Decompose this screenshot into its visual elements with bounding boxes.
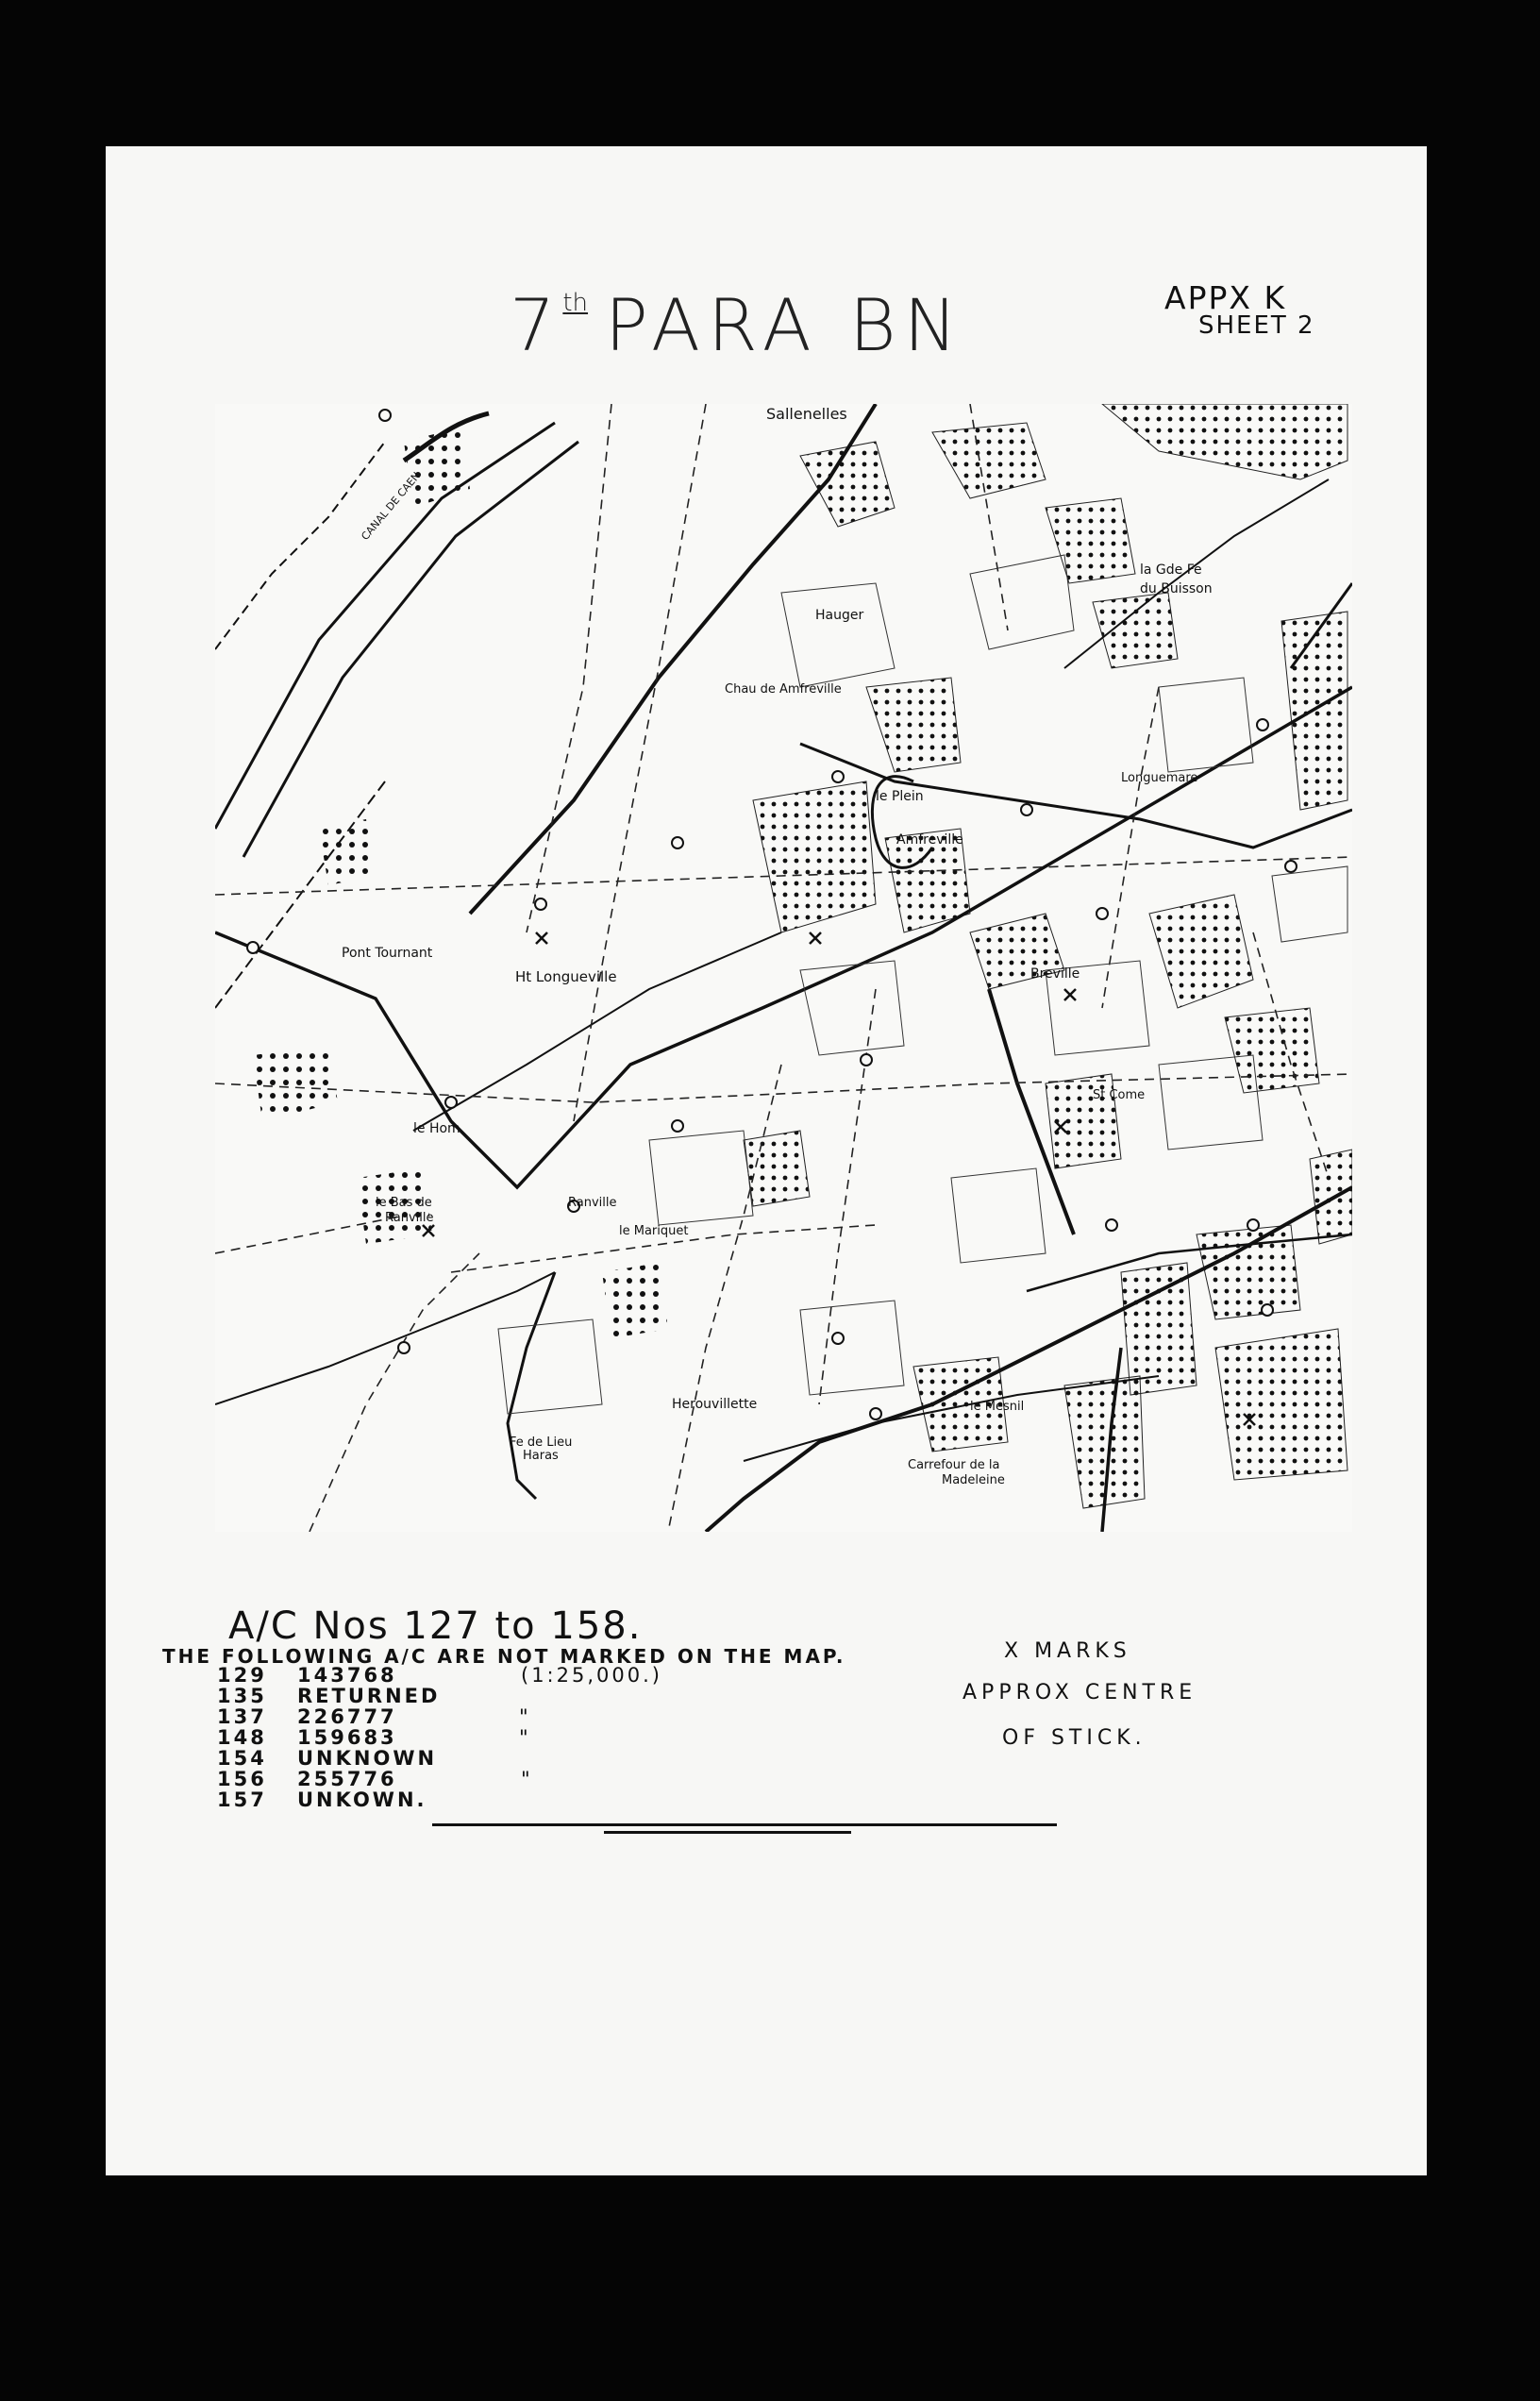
label-gde-ferme: la Gde Fe (1140, 562, 1202, 578)
ac-status: 143768 (297, 1664, 397, 1687)
area-map (215, 404, 1352, 1532)
signature-rule (432, 1823, 1057, 1826)
document-title (510, 283, 965, 367)
label-du-buisson: du Buisson (1140, 581, 1213, 596)
label-haras: Haras (523, 1449, 559, 1463)
ac-numbers-heading: A/C Nos 127 to 158. (228, 1604, 643, 1648)
underline-rule (604, 1831, 851, 1834)
label-le-hom: le Hom (413, 1121, 460, 1136)
note-line-3: OF STICK. (1002, 1726, 1147, 1750)
label-canal: CANAL DE CAEN (359, 469, 424, 543)
title-ordinal: 7 (510, 283, 563, 367)
ac-note: " (521, 1768, 533, 1790)
ac-note: " (519, 1726, 531, 1749)
ac-status: RETURNED (297, 1685, 441, 1707)
sheet-label: SHEET 2 (1198, 311, 1315, 340)
label-le-bas-de: le Bas de (376, 1196, 432, 1210)
note-line-1: X MARKS (1004, 1639, 1131, 1663)
ac-number: 157 (217, 1788, 267, 1811)
ac-number: 135 (217, 1685, 267, 1707)
label-breville: Breville (1030, 966, 1080, 982)
label-pont-tournant: Pont Tournant (342, 946, 433, 961)
ac-status: 255776 (297, 1768, 397, 1790)
ac-number: 154 (217, 1747, 267, 1770)
label-ranville: Ranville (568, 1196, 617, 1210)
label-amfreville: Amfreville (896, 832, 963, 848)
ac-status: UNKOWN. (297, 1788, 427, 1811)
ac-status: 159683 (297, 1726, 397, 1749)
not-marked-heading: THE FOLLOWING A/C ARE NOT MARKED ON THE MAP. (162, 1645, 846, 1668)
label-longuemare: Longuemare (1121, 771, 1198, 785)
label-ht-longueville: Ht Longueville (515, 968, 617, 985)
label-le-plein: le Plein (876, 789, 924, 804)
note-line-2: APPROX CENTRE (962, 1681, 1197, 1704)
label-ranville-bas: Ranville (385, 1211, 434, 1225)
label-fe-de-lieu: Fe de Lieu (510, 1436, 573, 1450)
title-text: PARA BN (605, 283, 965, 367)
label-st-come: St Come (1093, 1088, 1146, 1102)
ac-status: UNKNOWN (297, 1747, 438, 1770)
ac-number: 129 (217, 1664, 267, 1687)
ac-status: 226777 (297, 1705, 397, 1728)
ac-note: (1:25,000.) (521, 1664, 662, 1687)
label-herouvillette: Herouvillette (672, 1397, 758, 1412)
label-carrefour: Carrefour de la (908, 1458, 1000, 1472)
label-le-mariquet: le Mariquet (619, 1224, 689, 1238)
appendix-label: APPX K (1164, 279, 1287, 316)
label-le-mesnil: le Mesnil (970, 1400, 1025, 1414)
title-ordinal-suffix: th (562, 289, 589, 317)
label-madeleine: Madeleine (942, 1473, 1005, 1487)
label-hauger: Hauger (815, 608, 864, 623)
ac-note: " (519, 1705, 531, 1728)
ac-number: 148 (217, 1726, 267, 1749)
ac-number: 137 (217, 1705, 267, 1728)
ac-number: 156 (217, 1768, 267, 1790)
label-sallenelles: Sallenelles (766, 405, 847, 423)
label-chateau-amfreville: Chau de Amfreville (725, 682, 842, 697)
